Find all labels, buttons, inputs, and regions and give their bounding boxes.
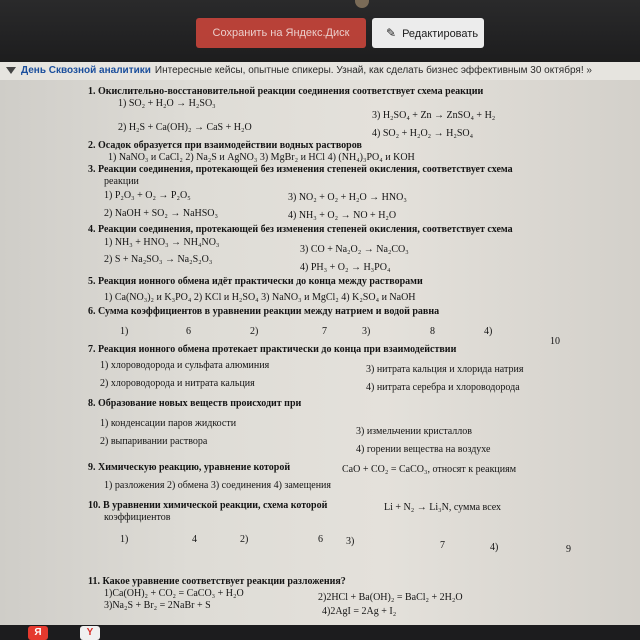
- q7-option-1: 1) хлороводорода и сульфата алюминия: [100, 360, 270, 371]
- ad-text: Интересные кейсы, опытные спикеры. Узнай, как сделать бизнес эффективным 30 октября! »: [154, 65, 592, 76]
- q3-option-2: 2) NaOH + SO₂ → NaHSO₃: [104, 208, 218, 219]
- q11-option-4: 4)2AgI = 2Ag + I₂: [322, 606, 397, 617]
- question-1: 1. Окислительно-восстановительной реакции соединения соответствует схема реакции: [88, 86, 484, 97]
- question-3: 3. Реакции соединения, протекающей без изменения степеней окисления, соответствует схема: [88, 164, 513, 175]
- q8-option-1: 1) конденсации паров жидкости: [100, 418, 237, 429]
- q10-value-1: 4: [192, 534, 197, 545]
- q6-value-3: 8: [430, 326, 435, 337]
- camera-notch: [355, 0, 369, 8]
- q1-option-2: 2) H₂S + Ca(OH)₂ → CaS + H₂O: [118, 122, 252, 133]
- document-page: [0, 80, 640, 625]
- q11-option-3: 3)Na₂S + Br₂ = 2NaBr + S: [104, 600, 211, 611]
- q8-option-2: 2) выпаривании раствора: [100, 436, 208, 447]
- question-11: 11. Какое уравнение соответствует реакции разложения?: [88, 576, 346, 587]
- q1-option-3: 3) H₂SO₄ + Zn → ZnSO₄ + H₂: [372, 110, 496, 121]
- q7-option-2: 2) хлороводорода и нитрата кальция: [100, 378, 255, 389]
- q1-option-1: 1) SO₂ + H₂O → H₂SO₃: [118, 98, 216, 109]
- app-header: [0, 0, 640, 62]
- q10-option-1: 1): [120, 534, 129, 545]
- q10-option-3: 3): [346, 536, 355, 547]
- question-9: 9. Химическую реакцию, уравнение которой: [88, 462, 291, 473]
- q3-option-3: 3) NO₂ + O₂ + H₂O → HNO₃: [288, 192, 407, 203]
- question-7: 7. Реакция ионного обмена протекает практически до конца при взаимодействии: [88, 344, 457, 355]
- q10-equation: Li + N₂ → Li₃N, сумма всех: [384, 502, 502, 513]
- save-to-yandex-disk-button[interactable]: Сохранить на Яндекс.Диск: [196, 18, 366, 48]
- q4-option-1: 1) NH₃ + HNO₃ → NH₄NO₃: [104, 237, 220, 248]
- q6-value-4: 10: [550, 336, 560, 347]
- question-4: 4. Реакции соединения, протекающей без изменения степеней окисления, соответствует схема: [88, 224, 513, 235]
- yandex-app-icon[interactable]: Я: [28, 626, 48, 640]
- q7-option-4: 4) нитрата серебра и хлороводорода: [366, 382, 520, 393]
- question-5: 5. Реакция ионного обмена идёт практически до конца между растворами: [88, 276, 423, 287]
- edit-button[interactable]: [372, 18, 484, 48]
- q3-option-4: 4) NH₃ + O₂ → NO + H₂O: [288, 210, 397, 221]
- q9-options: 1) разложения 2) обмена 3) соединения 4) замещения: [104, 480, 332, 491]
- q11-option-2: 2)2HCl + Ba(OH)₂ = BaCl₂ + 2H₂O: [318, 592, 463, 603]
- q7-option-3: 3) нитрата кальция и хлорида натрия: [366, 364, 524, 375]
- q10-value-4: 9: [566, 544, 571, 555]
- ad-banner[interactable]: [0, 62, 640, 80]
- q2-options: 1) NaNO₃ и CaCl₂ 2) Na₂S и AgNO₃ 3) MgBr₂ и HCl 4) (NH₄)₃PO₄ и KOH: [108, 152, 415, 163]
- q6-value-1: 6: [186, 326, 191, 337]
- q6-option-2: 2): [250, 326, 259, 337]
- q6-value-2: 7: [322, 326, 327, 337]
- q10-value-3: 7: [440, 540, 445, 551]
- q10-option-4: 4): [490, 542, 499, 553]
- q5-options: 1) Ca(NO₃)₂ и K₃PO₄ 2) KCl и H₂SO₄ 3) NaNO₃ и MgCl₂ 4) K₂SO₄ и NaOH: [104, 292, 416, 303]
- q8-option-4: 4) горении вещества на воздухе: [356, 444, 491, 455]
- q6-option-3: 3): [362, 326, 371, 337]
- question-10: 10. В уравнении химической реакции, схема которой: [88, 500, 328, 511]
- pencil-icon: ✎: [386, 26, 397, 40]
- q1-option-4: 4) SO₂ + H₂O₂ → H₂SO₄: [372, 128, 474, 139]
- ad-marker-icon: [6, 67, 16, 74]
- yandex-browser-icon[interactable]: Y: [80, 626, 100, 640]
- question-10-cont: коэффициентов: [104, 512, 171, 523]
- q9-equation: CaO + CO₂ = CaCO₃, относят к реакциям: [342, 464, 517, 475]
- taskbar: [0, 625, 640, 640]
- q4-option-3: 3) CO + Na₂O₂ → Na₂CO₃: [300, 244, 409, 255]
- q8-option-3: 3) измельчении кристаллов: [356, 426, 472, 437]
- q4-option-2: 2) S + Na₂SO₃ → Na₂S₂O₃: [104, 254, 213, 265]
- question-2: 2. Осадок образуется при взаимодействии водных растворов: [88, 140, 362, 151]
- question-8: 8. Образование новых веществ происходит при: [88, 398, 302, 409]
- q3-option-1: 1) P₂O₃ + O₂ → P₂O₅: [104, 190, 191, 201]
- q10-value-2: 6: [318, 534, 323, 545]
- q11-option-1: 1)Ca(OH)₂ + CO₂ = CaCO₃ + H₂O: [104, 588, 244, 599]
- ad-link[interactable]: День Сквозной аналитики: [21, 65, 151, 76]
- q4-option-4: 4) PH₃ + O₂ → H₃PO₄: [300, 262, 391, 273]
- question-6: 6. Сумма коэффициентов в уравнении реакции между натрием и водой равна: [88, 306, 440, 317]
- q6-option-1: 1): [120, 326, 129, 337]
- q6-option-4: 4): [484, 326, 493, 337]
- q10-option-2: 2): [240, 534, 249, 545]
- question-3-cont: реакции: [104, 176, 139, 187]
- edit-button-label: Редактировать: [402, 28, 479, 40]
